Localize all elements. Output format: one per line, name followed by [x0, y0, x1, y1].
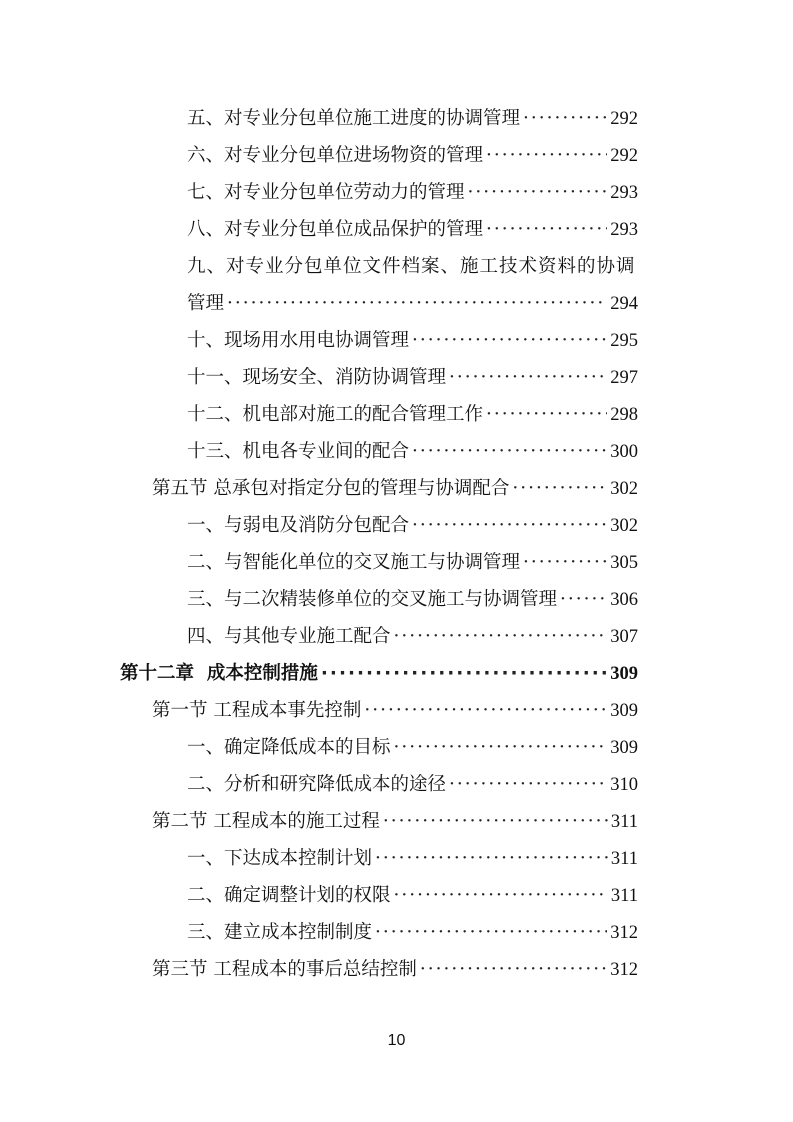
toc-leader-dots [394, 877, 608, 914]
toc-leader-dots [412, 507, 607, 544]
toc-entry-label: 五、对专业分包单位施工进度的协调管理 [187, 108, 521, 129]
toc-leader-dots [375, 840, 608, 877]
toc-entry-label: 十一、现场安全、消防协调管理 [187, 367, 447, 388]
toc-page-number: 293 [610, 183, 638, 203]
toc-entry-label: 第三节 工程成本的事后总结控制 [152, 959, 417, 980]
toc-entry-label: 十二、机电部对施工的配合管理工作 [187, 404, 484, 425]
toc-page-number: 305 [610, 553, 638, 573]
toc-leader-dots [449, 766, 607, 803]
toc-entry-label: 第五节 总承包对指定分包的管理与协调配合 [152, 478, 510, 499]
toc-page-number: 295 [610, 331, 638, 351]
toc-page-number: 311 [610, 849, 638, 869]
toc-leader-dots [486, 396, 607, 433]
toc-leader-dots [523, 544, 607, 581]
toc-page-number: 309 [610, 664, 638, 684]
toc-entry-label: 管理 [187, 293, 225, 314]
toc-leader-dots [394, 618, 608, 655]
toc-entry-label: 第一节 工程成本事先控制 [152, 700, 362, 721]
toc-section-entry[interactable] [152, 692, 638, 729]
toc-leader-dots [486, 137, 607, 174]
toc-entry[interactable] [187, 618, 638, 655]
toc-section-entry[interactable] [152, 803, 638, 840]
toc-entry-label: 十三、机电各专业间的配合 [187, 441, 410, 462]
toc-entry-label: 三、与二次精装修单位的交叉施工与协调管理 [187, 589, 558, 610]
toc-page-number: 306 [610, 590, 638, 610]
toc-entry-label: 七、对专业分包单位劳动力的管理 [187, 182, 465, 203]
toc-entry-label: 一、下达成本控制计划 [187, 848, 373, 869]
toc-entry-label: 二、分析和研究降低成本的途径 [187, 774, 447, 795]
toc-leader-dots [375, 914, 607, 951]
toc-leader-dots [420, 951, 607, 988]
toc-entry[interactable] [187, 100, 638, 137]
toc-entry-label: 四、与其他专业施工配合 [187, 626, 391, 647]
toc-entry-label: 八、对专业分包单位成品保护的管理 [187, 219, 484, 240]
toc-entry[interactable] [187, 581, 638, 618]
toc-leader-dots [468, 174, 608, 211]
toc-entry-label: 二、确定调整计划的权限 [187, 885, 391, 906]
toc-entry-label: 第十二章 成本控制措施 [120, 663, 318, 684]
toc-section-entry[interactable] [152, 951, 638, 988]
toc-page-number: 302 [610, 516, 638, 536]
toc-leader-dots [364, 692, 607, 729]
toc-page-number: 292 [610, 109, 638, 129]
toc-leader-dots [412, 433, 607, 470]
toc-entry[interactable] [187, 248, 675, 285]
toc-leader-dots [512, 470, 607, 507]
toc-leader-dots [383, 803, 608, 840]
toc-leader-dots [449, 359, 607, 396]
toc-entry[interactable] [187, 433, 638, 470]
toc-entry[interactable] [187, 544, 638, 581]
toc-entry-label: 一、确定降低成本的目标 [187, 737, 391, 758]
toc-leader-dots [321, 655, 607, 692]
toc-leader-dots [486, 211, 607, 248]
toc-page-number: 294 [610, 294, 638, 314]
toc-entry[interactable] [187, 766, 638, 803]
toc-entry-label: 六、对专业分包单位进场物资的管理 [187, 145, 484, 166]
toc-entry[interactable] [187, 137, 638, 174]
toc-entry-label: 二、与智能化单位的交叉施工与协调管理 [187, 552, 521, 573]
toc-leader-dots [560, 581, 607, 618]
toc-entry[interactable] [187, 840, 638, 877]
toc-entry[interactable] [187, 396, 638, 433]
toc-page-number: 297 [610, 368, 638, 388]
toc-entry-label: 十、现场用水用电协调管理 [187, 330, 410, 351]
toc-entry[interactable] [187, 507, 638, 544]
toc-entry[interactable] [187, 359, 638, 396]
toc-entry[interactable] [187, 322, 638, 359]
toc-page-number: 292 [610, 146, 638, 166]
toc-chapter-entry[interactable] [120, 655, 638, 692]
page-footer-number: 10 [387, 1032, 406, 1049]
toc-entry-label: 九、对专业分包单位文件档案、施工技术资料的协调 [187, 256, 636, 277]
toc-entry[interactable] [187, 914, 638, 951]
toc-entry[interactable] [187, 877, 638, 914]
toc-page-number: 293 [610, 220, 638, 240]
toc-page-number: 312 [610, 960, 638, 980]
toc-leader-dots [394, 729, 608, 766]
toc-page-number: 298 [610, 405, 638, 425]
toc-leader-dots [227, 285, 607, 322]
toc-page-number: 302 [610, 479, 638, 499]
toc-entry-label: 三、建立成本控制制度 [187, 922, 373, 943]
toc-entry[interactable] [187, 729, 638, 766]
toc-section-entry[interactable] [152, 470, 638, 507]
toc-entry[interactable] [187, 174, 638, 211]
toc-entry-label: 一、与弱电及消防分包配合 [187, 515, 410, 536]
toc-leader-dots [523, 100, 607, 137]
toc-entry-continuation[interactable] [187, 285, 638, 322]
toc-page-number: 300 [610, 442, 638, 462]
toc-leader-dots [412, 322, 607, 359]
toc-entry-label: 第二节 工程成本的施工过程 [152, 811, 380, 832]
toc-page-number: 312 [610, 923, 638, 943]
toc-page-number: 309 [610, 738, 638, 758]
toc-page-number: 311 [610, 812, 638, 832]
toc-page-number: 310 [610, 775, 638, 795]
toc-page-number: 307 [610, 627, 638, 647]
toc-page-number: 309 [610, 701, 638, 721]
toc-entry[interactable] [187, 211, 638, 248]
toc-page-number: 311 [610, 886, 638, 906]
